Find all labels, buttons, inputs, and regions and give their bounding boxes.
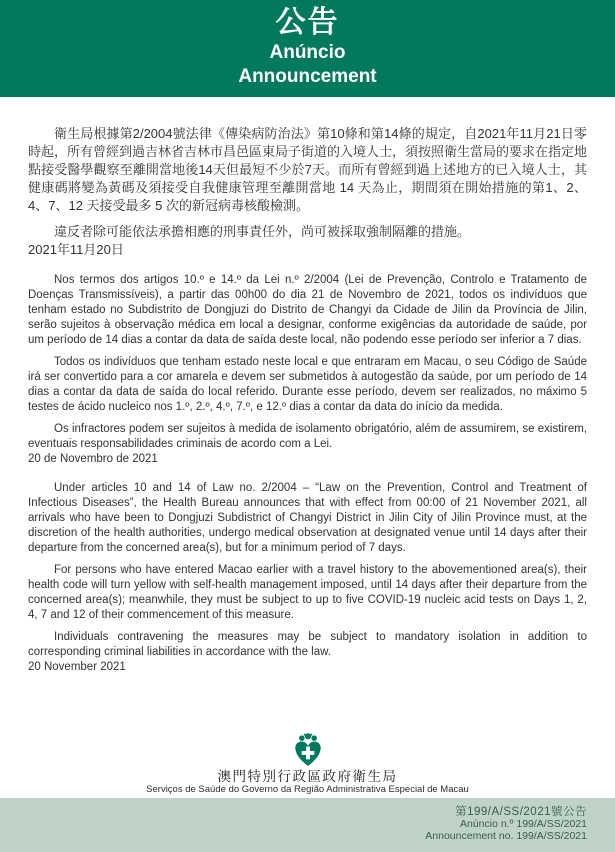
header-banner (0, 0, 615, 97)
title-chinese: 公告 (275, 6, 340, 39)
chinese-paragraph-2: 違反者除可能依法承擔相應的刑事責任外，尚可被採取強制隔離的措施。 (54, 224, 471, 239)
issuer-name-portuguese: Serviços de Saúde do Governo da Região Administrativa Especial de Macau (146, 784, 469, 795)
title-english: Announcement (238, 66, 377, 87)
reference-number-english: Announcement no. 199/A/SS/2021 (425, 829, 587, 842)
issuer-block (0, 733, 615, 796)
english-date: 20 November 2021 (28, 661, 126, 673)
document-body (0, 97, 615, 675)
reference-band (0, 798, 615, 852)
reference-number-chinese: 第199/A/SS/2021號公告 (455, 806, 587, 818)
health-bureau-logo-icon (292, 733, 324, 767)
english-paragraph-2: For persons who have entered Macao earlier with a travel history to the abovementioned area(s), their health code will turn yellow with self-health management imposed, until 14 days after their departure from the concerned area(s); meanwhile, they must be subject to up to five COVID-19 nucleic acid tests on Days 1, 2, 4, 7 and 12 of their commencement of this measure. (28, 564, 587, 621)
portuguese-date: 20 de Novembro de 2021 (28, 453, 158, 465)
title-portuguese: Anúncio (269, 42, 346, 63)
issuer-name-chinese: 澳門特別行政區政府衛生局 (217, 769, 398, 784)
english-paragraph-1: Under articles 10 and 14 of Law no. 2/2004 – “Law on the Prevention, Control and Treatment of Infectious Diseases”, the Health Bureau announces that with effect from 00:00 of 21 November 2021, all arrivals who have been to Dongjuzi Subdistrict of Changyi District in Jilin City of Jilin Province must, at the discretion of the health authorities, undergo medical observation at designated venue until 14 days after their departure from the concerned area(s), but for a minimum period of 7 days. (28, 482, 587, 554)
portuguese-paragraph-2: Todos os indivíduos que tenham estado neste local e que entraram em Macau, o seu Código de Saúde irá ser convertido para a cor amarela e devem ser submetidos à autogestão da saúde, por um período de 14 dias a contar da data de saída do local referido. Durante esse período, devem ser realizados, no máximo 5 testes de ácido nucleico nos 1.º, 2.º, 4.º, 7.º, e 12.º dias a contar da data do início da medida. (28, 356, 587, 413)
portuguese-paragraph-1: Nos termos dos artigos 10.º e 14.º da Lei n.º 2/2004 (Lei de Prevenção, Controlo e Tratamento de Doenças Transmissíveis), a partir das 00h00 do dia 21 de Novembro de 2021, todos os indivíduos que tenham estado no Subdistrito de Dongjuzi do Distrito de Changyi da Cidade de Jilin da Província de Jilin, serão sujeitos à observação médica em local a designar, conforme exigências da autoridade de saúde, por um período de 14 dias a contar da data de saída deste local, não podendo esse período ser inferior a 7 dias. (28, 274, 587, 346)
portuguese-paragraph-3: Os infractores podem ser sujeitos à medida de isolamento obrigatório, além de assumirem, se existirem, eventuais responsabilidades criminais de acordo com a Lei. (28, 423, 587, 450)
english-paragraph-3: Individuals contravening the measures may be subject to mandatory isolation in addition to corresponding criminal liabilities in accordance with the law. (28, 631, 587, 658)
chinese-date: 2021年11月20日 (28, 242, 124, 257)
reference-number-portuguese: Anúncio n.º 199/A/SS/2021 (459, 818, 587, 830)
chinese-paragraph-1: 衛生局根據第2/2004號法律《傳染病防治法》第10條和第14條的規定，自2021年11月21日零時起，所有曾經到過吉林省吉林市昌邑區東局子街道的入境人士，須按照衛生當局的要求在指定地點接受醫學觀察至離開當地後14天但最短不少於7天。而所有曾經到過上述地方的已入境人士，其健康碼將變為黃碼及須接受自我健康管理至離開當地 14 天為止，期間須在開始措施的第1、2、4、7、12 天接受最多 5 次的新冠病毒核酸檢測。 (28, 126, 588, 213)
